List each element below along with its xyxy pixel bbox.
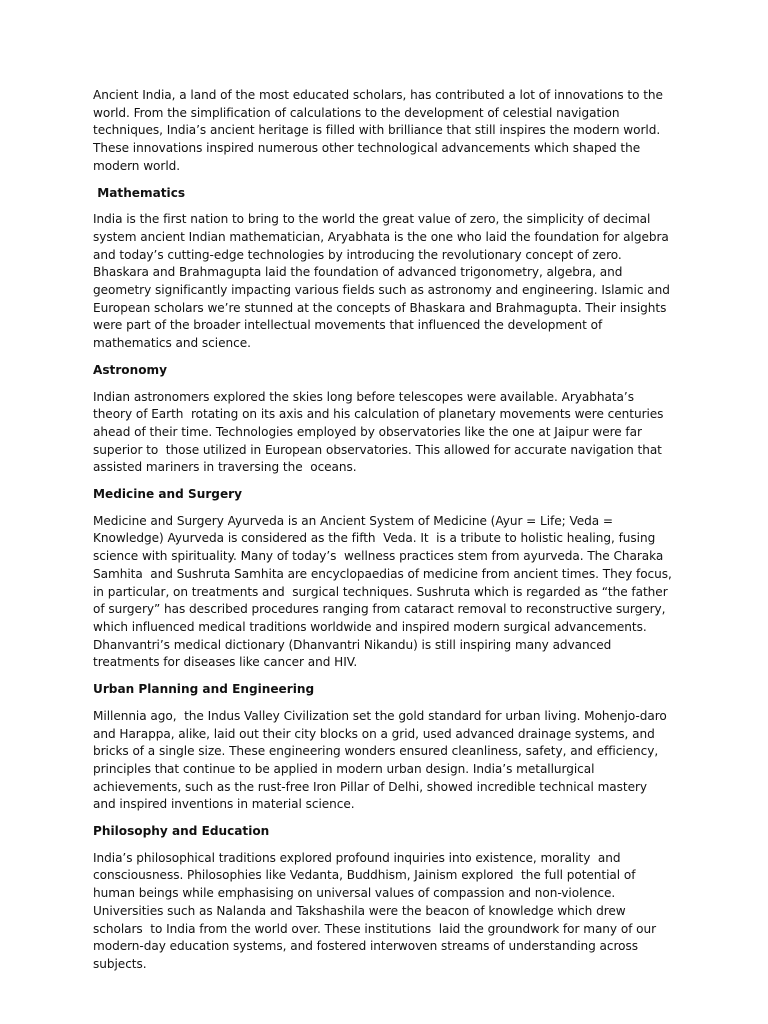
document-page (93, 87, 676, 983)
intro-paragraph: Ancient India, a land of the most educated scholars, has contributed a lot of innovations to the world. From the simplification of calculations to the development of celestial navigation techniques, India’s ancient heritage is filled with brilliance that still inspires the modern world. These innovations inspired numerous other technological advancements which shaped the modern world. (93, 88, 667, 173)
section-body-astronomy: Indian astronomers explored the skies long before telescopes were available. Aryabhata’s theory of Earth rotating on its axis and his calculation of planetary movements were centuries ahead of their time. Technologies employed by observatories like the one at Jaipur were far superior to those utilized in European observatories. This allowed for accurate navigation that assisted mariners in traversing the oceans. (93, 389, 668, 475)
section-body-medicine: Medicine and Surgery Ayurveda is an Ancient System of Medicine (Ayur = Life; Veda = Knowledge) Ayurveda is considered as the fifth Veda. It is a tribute to holistic healing, fusing science with spirituality. Many of today’s wellness practices stem from ayurveda. The Charaka Samhita and Sushruta Samhita are encyclopaedias of medicine from ancient times. They focus, in particular, on treatments and surgical techniques. Sushruta which is regarded as “the father of surgery” has described procedures ranging from cataract removal to reconstructive surgery, which influenced medical traditions worldwide and inspired modern surgical advancements. Dhanvantri’s medical dictionary (Dhanvantri Nikandu) is still inspiring many advanced treatments for diseases like cancer and HIV. (93, 513, 676, 670)
section-heading-mathematics: Mathematics (93, 185, 186, 200)
section-heading-astronomy: Astronomy (93, 362, 168, 377)
section-heading-philosophy: Philosophy and Education (93, 824, 270, 839)
section-body-philosophy: India’s philosophical traditions explored profound inquiries into existence, morality and consciousness. Philosophies like Vedanta, Buddhism, Jainism explored the full potential of human beings while emphasising on universal values of compassion and non-violence. Universities such as Nalanda and Takshashila were the beacon of knowledge which drew scholars to India from the world over. These institutions laid the groundwork for many of our modern-day education systems, and fostered interwoven streams of understanding across subjects. (93, 850, 660, 971)
section-body-mathematics: India is the first nation to bring to the world the great value of zero, the simplicity of decimal system ancient Indian mathematician, Aryabhata is the one who laid the foundation for algebra and today’s cutting-edge technologies by introducing the revolutionary concept of zero. Bhaskara and Brahmagupta laid the foundation of advanced trigonometry, algebra, and geometry significantly impacting various fields such as astronomy and engineering. Islamic and European scholars we’re stunned at the concepts of Bhaskara and Brahmagupta. Their insights were part of the broader intellectual movements that influenced the development of mathematics and science. (93, 212, 674, 351)
section-heading-medicine: Medicine and Surgery (93, 487, 243, 502)
section-body-urban-planning: Millennia ago, the Indus Valley Civilization set the gold standard for urban living. Mohenjo-daro and Harappa, alike, laid out their city blocks on a grid, used advanced drainage systems, and bricks of a single size. These engineering wonders ensured cleanliness, safety, and efficiency, principles that continue to be applied in modern urban design. India’s metallurgical achievements, such as the rust-free Iron Pillar of Delhi, showed incredible technical mastery and inspired inventions in material science. (93, 708, 671, 812)
section-heading-urban-planning: Urban Planning and Engineering (93, 682, 315, 697)
